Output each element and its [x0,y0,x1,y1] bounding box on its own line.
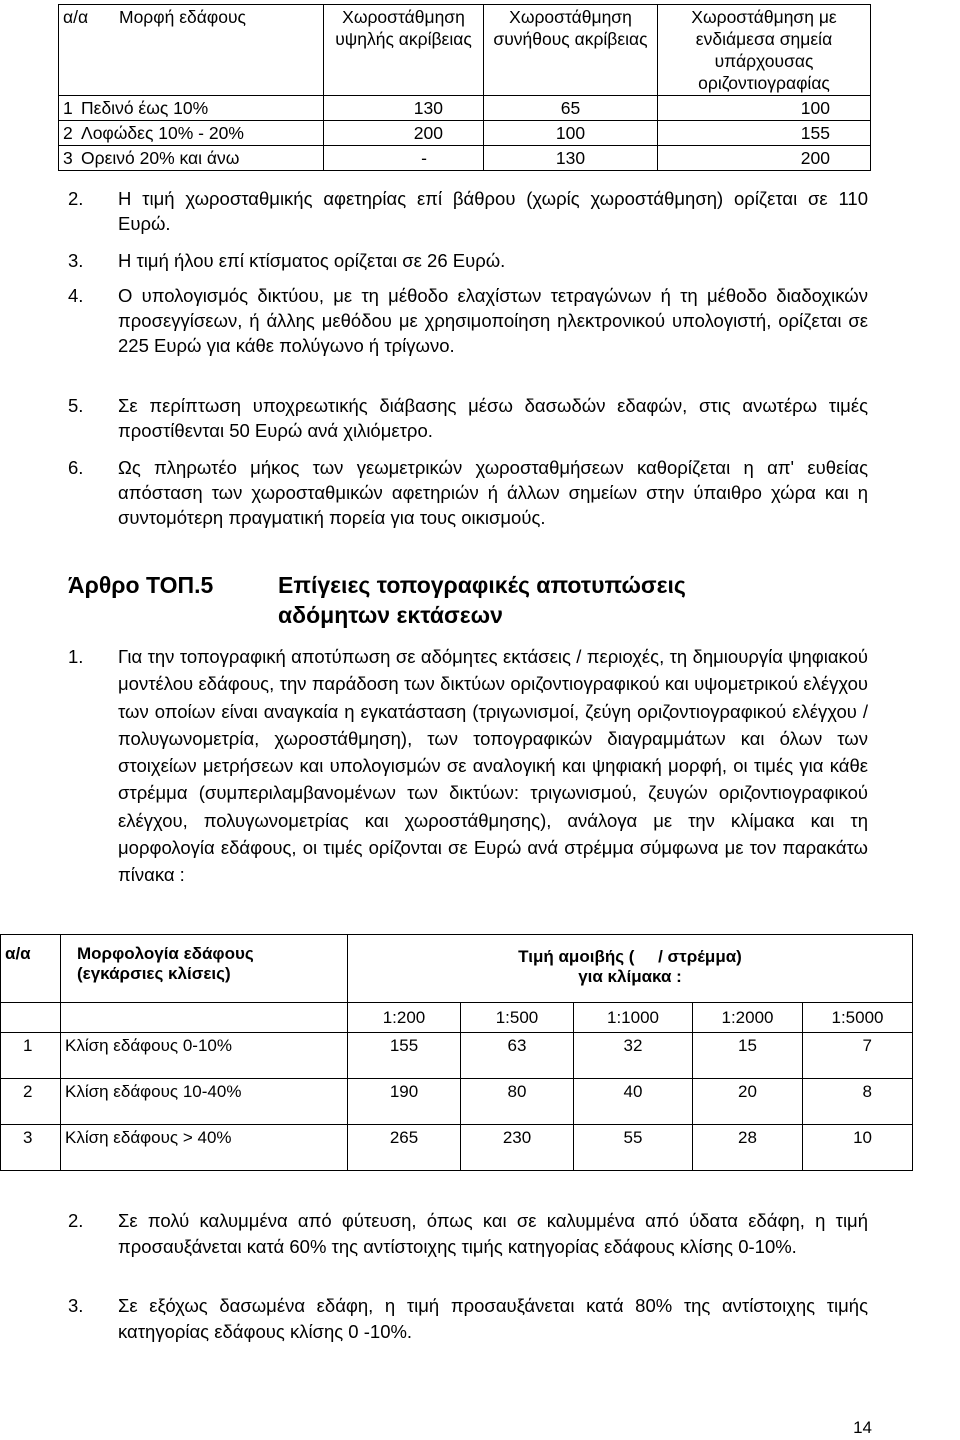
table-row: 3 Ορεινό 20% και άνω - 130 200 [59,146,871,171]
header-cell: Τιμή αμοιβής ( / στρέμμα) για κλίμακα : [348,935,913,1003]
header-cell: α/α Μορφή εδάφους [59,5,324,96]
table-row: 3 Κλίση εδάφους > 40% 265 230 55 28 10 [1,1125,913,1171]
header-cell: Χωροστάθμηση συνήθους ακρίβειας [484,5,658,96]
list-item: 6. Ως πληρωτέο μήκος των γεωμετρικών χωροσταθμήσεων καθορίζεται η απ' ευθείας απόσταση των χωροσταθμικών αφετηριών ή άλλων σημείων στην ύπαιθρο χώρα και η συντομότερη πραγματική πορεία για τους οικισμούς. [68,457,868,528]
table-header-row [59,5,871,96]
header-cell: Μορφολογία εδάφους (εγκάρσιες κλίσεις) [61,935,348,1003]
terrain-leveling-table [58,4,871,171]
list-item: 1. Για την τοπογραφική αποτύπωση σε αδόμητες εκτάσεις / περιοχές, τη δημιουργία ψηφιακού μοντέλου εδάφους, την παράδοση των δικτύων οριζοντιογραφικού και υψομετρικού ελέγχου των οποίων είναι αναγκαία η εγκατάσταση (τριγωνισμοί, ζεύγη οριζοντιογραφικού ελέγχου / πολυγωνομετρία, χωροστάθμηση), των τοπογραφικών διαγραμμάτων και όλων των στοιχείων μετρήσεων και υπολογισμών σε αναλογική και ψηφιακή μορφή, οι τιμές για κάθε στρέμμα (συμπεριλαμβανομένων των δικτύων: τριγωνισμού, ζευγών οριζοντιογραφικού ελέγχου, πολυγωνομετρίας και χωροστάθμησης), ανάλογα με την κλίμακα και τη μορφολογία εδάφους, οι τιμές ορίζονται σε Ευρώ ανά στρέμμα σύμφωνα με τον παρακάτω πίνακα : [68,646,868,886]
list-item: 2. Η τιμή χωροσταθμικής αφετηρίας επί βάθρου (χωρίς χωροστάθμηση) ορίζεται σε 110 Ευρώ. [68,188,868,234]
list-item: 3. Η τιμή ήλου επί κτίσματος ορίζεται σε 26 Ευρώ. [68,250,506,271]
table-row: 1 Κλίση εδάφους 0-10% 155 63 32 15 7 [1,1033,913,1079]
list-item: 5. Σε περίπτωση υποχρεωτικής διάβασης μέσω δασωδών εδαφών, στις ανωτέρω τιμές προστίθενται 50 Ευρώ ανά χιλιόμετρο. [68,395,868,441]
euro-icon [634,947,653,966]
header-cell: α/α [1,935,61,1003]
list-item: 3. Σε εξόχως δασωμένα εδάφη, η τιμή προσαυξάνεται κατά 80% της αντίστοιχης τιμής κατηγορίας εδάφους κλίσης 0 -10%. [68,1295,868,1342]
table-header-row: 1:200 1:500 1:1000 1:2000 1:5000 [1,1003,913,1033]
table-row: 2 Λοφώδες 10% - 20% 200 100 155 [59,121,871,146]
article-title: Επίγειες τοπογραφικές αποτυπώσεις αδόμητων εκτάσεων [278,572,686,628]
table-row: 2 Κλίση εδάφους 10-40% 190 80 40 20 8 [1,1079,913,1125]
article-label: Άρθρο ΤΟΠ.5 [68,572,214,598]
page-number: 14 [853,1418,872,1437]
header-cell: Χωροστάθμηση υψηλής ακρίβειας [324,5,484,96]
list-item: 4. Ο υπολογισμός δικτύου, με τη μέθοδο ελαχίστων τετραγώνων ή τη μέθοδο διαδοχικών προσεγγίσεων, ή άλλης μεθόδου με χρησιμοποίηση ηλεκτρονικού υπολογιστή, ορίζεται σε 225 Ευρώ για κάθε πολύγωνο ή τρίγωνο. [68,285,868,356]
table-row: 1 Πεδινό έως 10% 130 65 100 [59,96,871,121]
list-item: 2. Σε πολύ καλυμμένα από φύτευση, όπως και σε καλυμμένα από ύδατα εδάφη, η τιμή προσαυξάνεται κατά 60% της αντίστοιχης τιμής κατηγορίας εδάφους κλίσης 0-10%. [68,1210,868,1257]
header-cell: Χωροστάθμηση με ενδιάμεσα σημεία υπάρχουσας οριζοντιογραφίας [658,5,871,96]
survey-fee-table [0,934,913,1171]
table-header-row [1,935,913,1003]
